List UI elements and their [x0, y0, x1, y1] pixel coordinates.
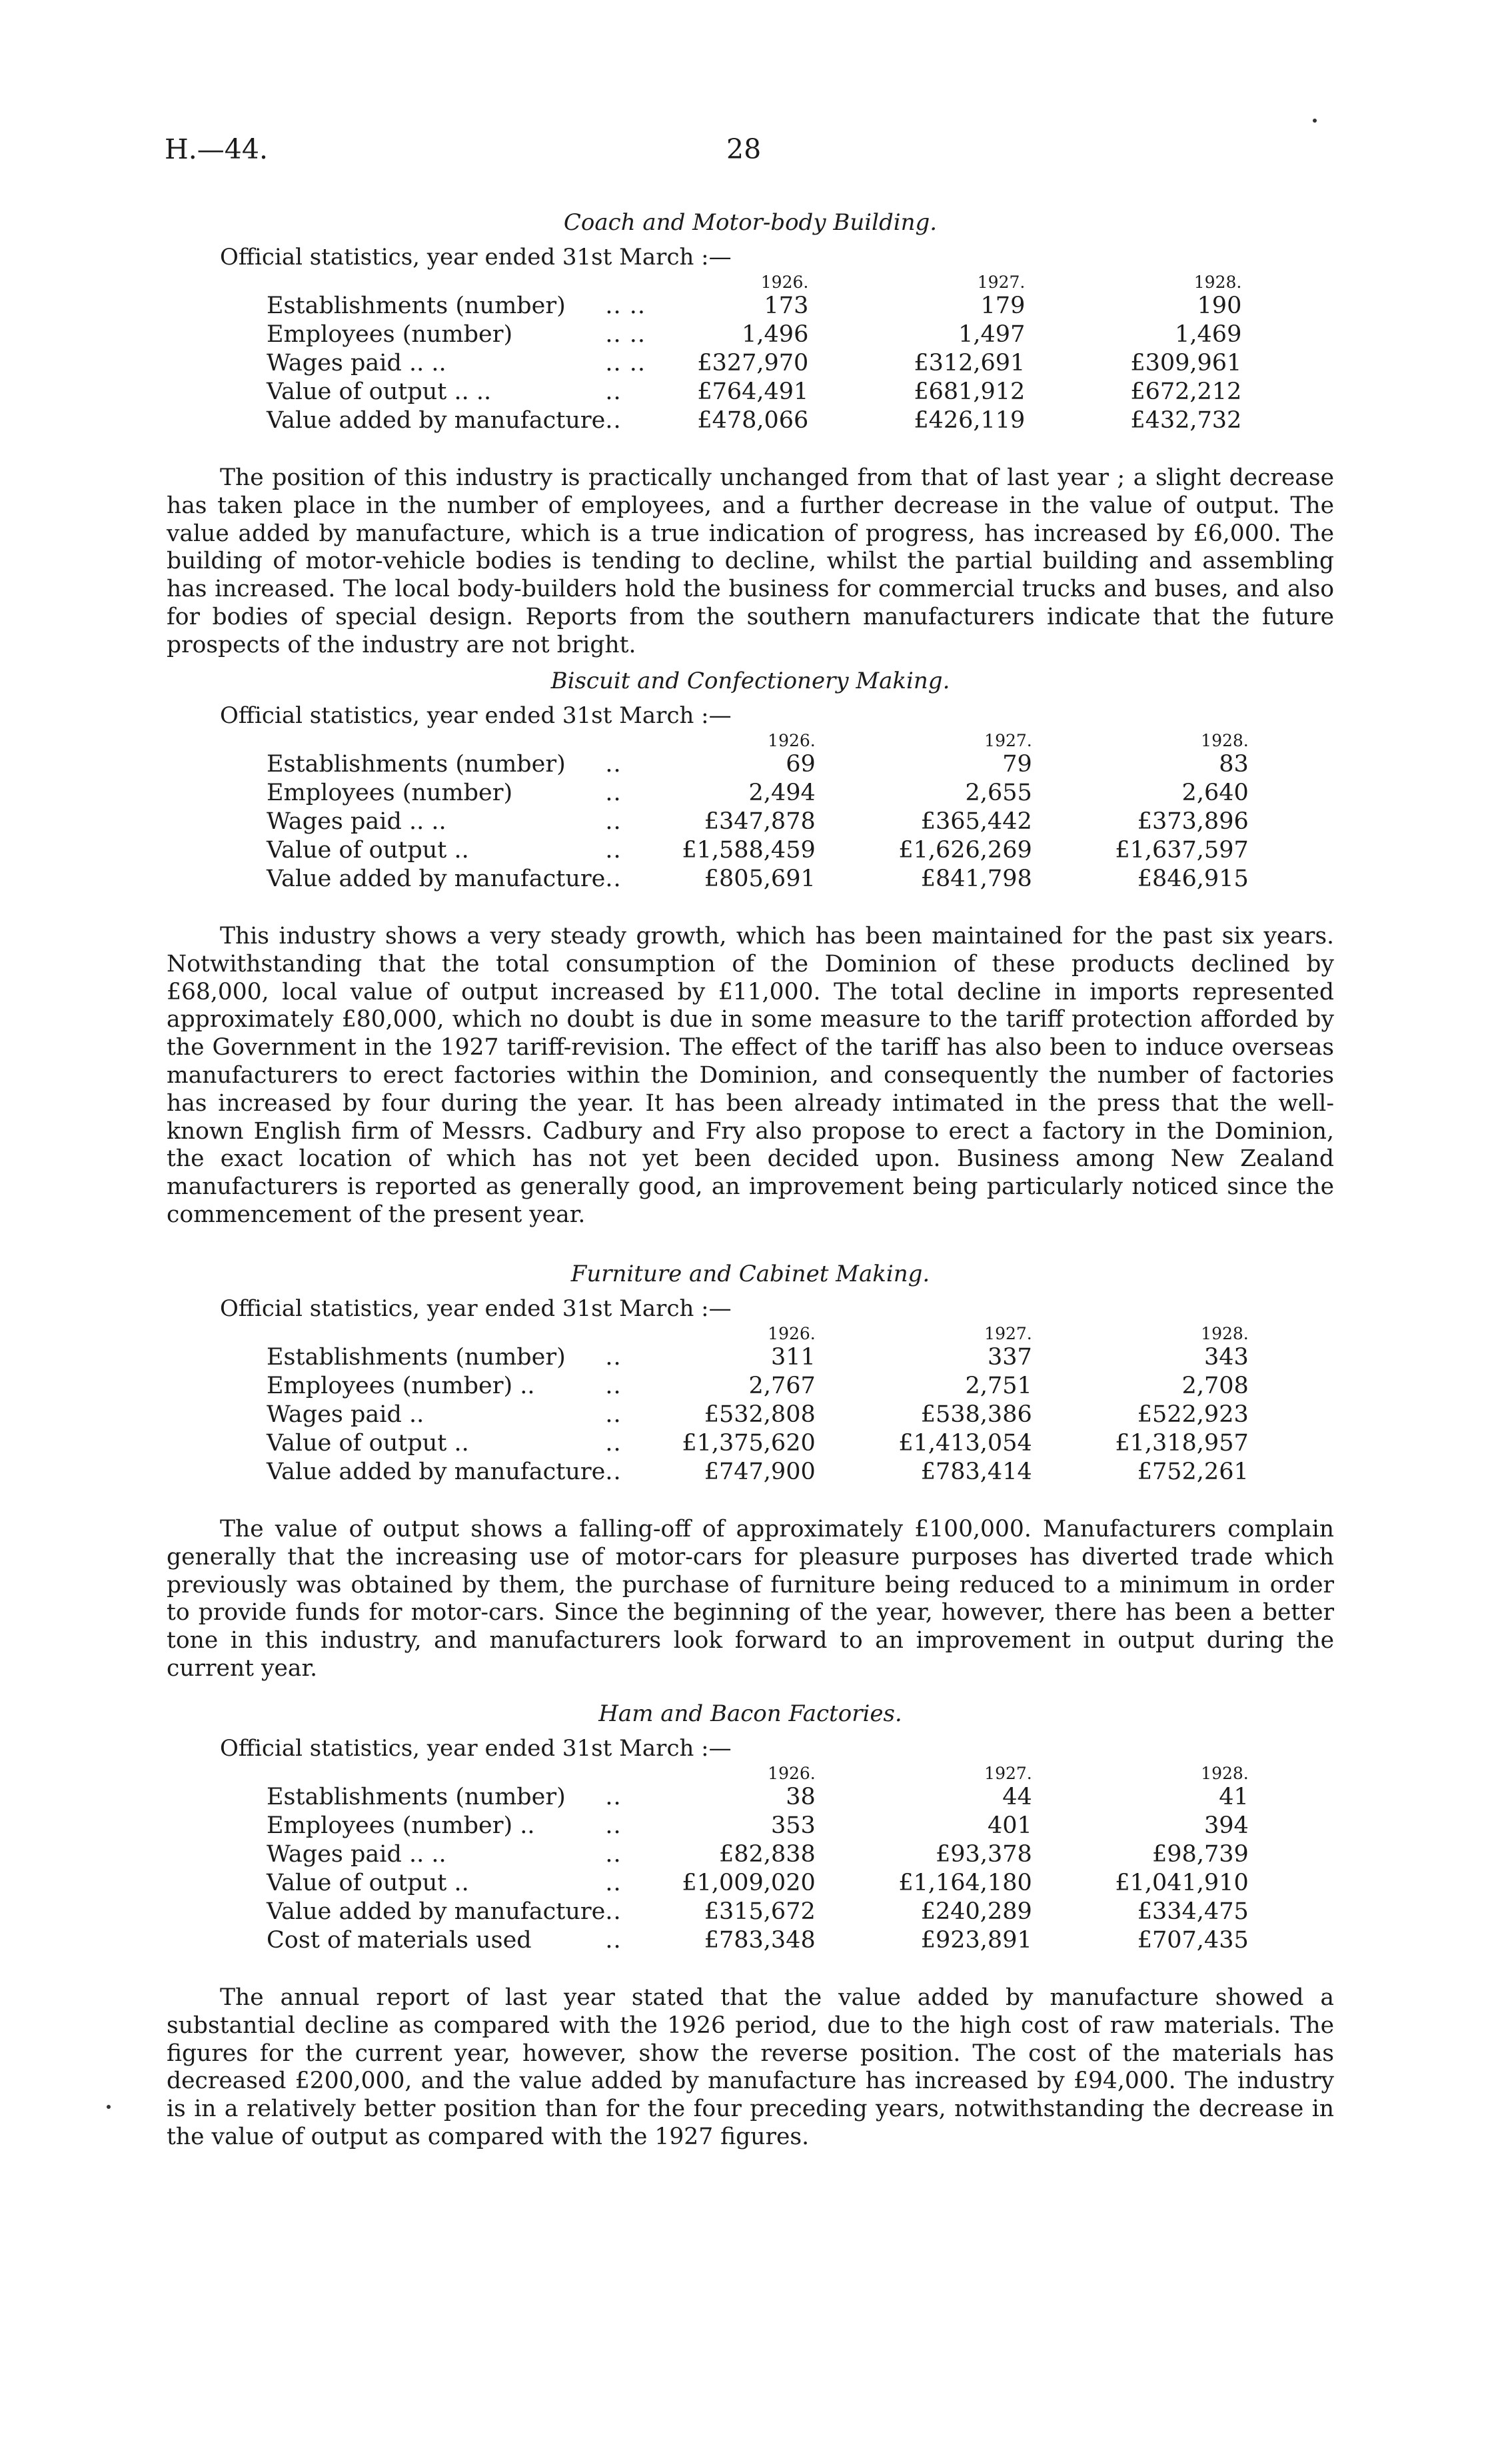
row-label: Value added by manufacture [267, 1898, 606, 1925]
row-leader: .. [605, 1344, 622, 1371]
statistics-table [267, 273, 1241, 435]
value-1926: £315,672 [704, 1898, 816, 1925]
row-leader: .. [605, 1373, 622, 1399]
row-label: Cost of materials used [267, 1927, 532, 1954]
value-1927: 2,655 [965, 780, 1032, 806]
year-header-row [267, 1325, 1249, 1343]
row-leader: .. [605, 808, 622, 835]
row-leader: .. [605, 1459, 622, 1485]
value-1928: £522,923 [1137, 1401, 1249, 1428]
value-1928: 2,708 [1181, 1373, 1249, 1399]
value-1928: 83 [1219, 751, 1249, 778]
section-biscuit-confectionery [167, 666, 1334, 1252]
value-1928: 190 [1197, 293, 1242, 319]
row-leader: .. [605, 780, 622, 806]
value-1926: £327,970 [697, 350, 809, 376]
row-leader: .. [605, 1927, 622, 1954]
row-label: Establishments (number) [267, 293, 566, 319]
value-1928: £707,435 [1137, 1927, 1249, 1954]
table-row [267, 1783, 1249, 1812]
value-1926: £764,491 [697, 378, 809, 405]
table-row [267, 1840, 1249, 1869]
row-leader: .. .. [605, 321, 646, 348]
value-1926: 173 [764, 293, 809, 319]
value-1927: 337 [987, 1344, 1032, 1371]
print-mark [1313, 119, 1317, 123]
value-1927: 179 [980, 293, 1026, 319]
section-paragraph: This industry shows a very steady growth, which has been maintained for the past six years. Notwithstanding that the total consumption of the Dominion of these products declined by £68,000, local value of output increased by £11,000. The total decline in imports represented approximately £80,000, which no doubt is due in some measure to the tariff protection afforded by the Government in the 1927 tariff-revision. The effect of the tariff has also been to induce overseas manufacturers to erect factories within the Dominion, and consequently the number of factories has increased by four during the year. It has been already intimated in the press that the well-known English firm of Messrs. Cadbury and Fry also propose to erect a factory in the Dominion, the exact location of which has not yet been decided upon. Business among New Zealand manufacturers is reported as generally good, an improvement being particularly noticed since the commencement of the present year. [167, 923, 1334, 1228]
table-row [267, 1812, 1249, 1840]
year-header-row [267, 1764, 1249, 1783]
table-row [267, 750, 1249, 779]
value-1926: £82,838 [719, 1841, 816, 1868]
row-leader: .. [605, 1784, 622, 1810]
table-row [267, 1429, 1249, 1458]
year-1927: 1927. [984, 1324, 1032, 1343]
value-1928: £846,915 [1137, 866, 1249, 892]
table-row [267, 836, 1249, 865]
value-1928: 1,469 [1175, 321, 1242, 348]
row-label: Value added by manufacture [267, 407, 606, 434]
year-1926: 1926. [768, 1764, 816, 1783]
value-1926: 2,494 [748, 780, 816, 806]
table-row [267, 292, 1241, 320]
value-1926: 2,767 [748, 1373, 816, 1399]
statistics-intro: Official statistics, year ended 31st March :— [220, 702, 732, 729]
section-furniture-cabinet [167, 1259, 1334, 1706]
row-label: Value of output .. [267, 1430, 469, 1457]
value-1927: £783,414 [920, 1459, 1032, 1485]
table-row [267, 349, 1241, 378]
value-1928: £334,475 [1137, 1898, 1249, 1925]
value-1926: £747,900 [704, 1459, 816, 1485]
section-paragraph: The annual report of last year stated that the value added by manufacture showed a substantial decline as compared with the 1926 period, due to the high cost of raw materials. The figures for the current year, however, show the reverse position. The cost of the materials has decreased £200,000, and the value added by manufacture has increased by £94,000. The industry is in a relatively better position than for the four preceding years, notwithstanding the decrease in the value of output as compared with the 1927 figures. [167, 1984, 1334, 2150]
row-label: Employees (number) [267, 780, 513, 806]
value-1927: £841,798 [920, 866, 1032, 892]
table-row [267, 1401, 1249, 1429]
statistics-intro: Official statistics, year ended 31st March :— [220, 244, 732, 271]
row-leader: .. [605, 837, 622, 864]
year-1926: 1926. [760, 273, 809, 292]
row-label: Wages paid .. .. [267, 808, 446, 835]
value-1928: 343 [1203, 1344, 1249, 1371]
year-1926: 1926. [768, 731, 816, 750]
table-row [267, 1343, 1249, 1372]
row-leader: .. [605, 407, 622, 434]
row-leader: .. [605, 1870, 622, 1896]
year-1927: 1927. [984, 1764, 1032, 1783]
year-1928: 1928. [1193, 273, 1242, 292]
section-title: Biscuit and Confectionery Making. [550, 668, 950, 694]
table-row [267, 1869, 1249, 1898]
value-1928: 2,640 [1181, 780, 1249, 806]
value-1928: £752,261 [1137, 1459, 1249, 1485]
row-leader: .. .. [605, 293, 646, 319]
row-label: Establishments (number) [267, 1784, 566, 1810]
year-1928: 1928. [1201, 1764, 1249, 1783]
table-row [267, 1458, 1249, 1487]
print-mark [107, 2105, 111, 2109]
value-1926: £1,375,620 [682, 1430, 816, 1457]
section-coach-motor-body [167, 208, 1334, 682]
value-1926: 1,496 [742, 321, 809, 348]
table-row [267, 808, 1249, 836]
table-row [267, 865, 1249, 894]
year-1928: 1928. [1201, 1324, 1249, 1343]
value-1926: 38 [786, 1784, 816, 1810]
statistics-table [267, 1764, 1249, 1955]
row-label: Wages paid .. [267, 1401, 424, 1428]
value-1928: £1,637,597 [1115, 837, 1249, 864]
value-1926: £532,808 [704, 1401, 816, 1428]
row-leader: .. [605, 1401, 622, 1428]
statistics-intro: Official statistics, year ended 31st March :— [220, 1735, 732, 1762]
row-label: Value added by manufacture [267, 866, 606, 892]
year-1928: 1928. [1201, 731, 1249, 750]
value-1926: £347,878 [704, 808, 816, 835]
value-1926: £805,691 [704, 866, 816, 892]
row-label: Value of output .. .. [267, 378, 492, 405]
table-row [267, 320, 1241, 349]
value-1928: £672,212 [1130, 378, 1242, 405]
value-1927: £1,164,180 [898, 1870, 1032, 1896]
value-1928: £373,896 [1137, 808, 1249, 835]
row-label: Value of output .. [267, 1870, 469, 1896]
row-leader: .. .. [605, 350, 646, 376]
value-1926: £783,348 [704, 1927, 816, 1954]
row-leader: .. [605, 378, 622, 405]
value-1927: £1,413,054 [898, 1430, 1032, 1457]
row-label: Value added by manufacture [267, 1459, 606, 1485]
year-1927: 1927. [977, 273, 1026, 292]
statistics-intro: Official statistics, year ended 31st March :— [220, 1295, 732, 1322]
row-leader: .. [605, 1841, 622, 1868]
page-number: 28 [726, 133, 762, 165]
row-label: Employees (number) .. [267, 1373, 535, 1399]
value-1928: £98,739 [1152, 1841, 1249, 1868]
value-1926: £1,588,459 [682, 837, 816, 864]
section-ham-bacon [167, 1699, 1334, 2174]
row-label: Value of output .. [267, 837, 469, 864]
value-1928: £309,961 [1130, 350, 1242, 376]
row-leader: .. [605, 866, 622, 892]
value-1928: £432,732 [1130, 407, 1242, 434]
value-1926: 69 [786, 751, 816, 778]
statistics-table [267, 732, 1249, 894]
section-paragraph: The value of output shows a falling-off of approximately £100,000. Manufacturers complain generally that the increasing use of motor-cars for pleasure purposes has diverted trade which previously was obtained by them, the purchase of furniture being reduced to a minimum in order to provide funds for motor-cars. Since the beginning of the year, however, there has been a better tone in this industry, and manufacturers look forward to an improvement in output during the current year. [167, 1516, 1334, 1682]
value-1928: £1,041,910 [1115, 1870, 1249, 1896]
statistics-table [267, 1325, 1249, 1487]
section-title: Ham and Bacon Factories. [598, 1700, 902, 1727]
table-row [267, 1898, 1249, 1926]
year-1926: 1926. [768, 1324, 816, 1343]
row-label: Employees (number) [267, 321, 513, 348]
value-1928: 394 [1203, 1812, 1249, 1839]
value-1928: £1,318,957 [1115, 1430, 1249, 1457]
value-1927: £240,289 [920, 1898, 1032, 1925]
value-1927: £538,386 [920, 1401, 1032, 1428]
row-leader: .. [605, 1812, 622, 1839]
value-1926: £1,009,020 [682, 1870, 816, 1896]
value-1927: £1,626,269 [898, 837, 1032, 864]
value-1926: £478,066 [697, 407, 809, 434]
value-1926: 353 [770, 1812, 816, 1839]
section-title: Coach and Motor-body Building. [563, 209, 938, 236]
value-1928: 41 [1219, 1784, 1249, 1810]
row-leader: .. [605, 1430, 622, 1457]
value-1927: £923,891 [920, 1927, 1032, 1954]
table-row [267, 779, 1249, 808]
year-header-row [267, 273, 1241, 292]
value-1927: £312,691 [914, 350, 1026, 376]
year-header-row [267, 732, 1249, 750]
value-1927: 2,751 [965, 1373, 1032, 1399]
table-row [267, 1372, 1249, 1401]
row-label: Wages paid .. .. [267, 1841, 446, 1868]
table-row [267, 378, 1241, 406]
value-1927: 401 [987, 1812, 1032, 1839]
row-label: Establishments (number) [267, 751, 566, 778]
section-paragraph: The position of this industry is practically unchanged from that of last year ; a slight decrease has taken place in the number of employees, and a further decrease in the value of output. The value added by manufacture, which is a true indication of progress, has increased by £6,000. The building of motor-vehicle bodies is tending to decline, whilst the partial building and assembling has increased. The local body-builders hold the business for commercial trucks and buses, and also for bodies of special design. Reports from the southern manufacturers indicate that the future prospects of the industry are not bright. [167, 464, 1334, 658]
row-label: Wages paid .. .. [267, 350, 446, 376]
row-label: Employees (number) .. [267, 1812, 535, 1839]
row-label: Establishments (number) [267, 1344, 566, 1371]
value-1927: 79 [1002, 751, 1032, 778]
table-row [267, 1926, 1249, 1955]
row-leader: .. [605, 751, 622, 778]
value-1926: 311 [770, 1344, 816, 1371]
value-1927: 44 [1002, 1784, 1032, 1810]
value-1927: £365,442 [920, 808, 1032, 835]
row-leader: .. [605, 1898, 622, 1925]
document-reference: H.—44. [165, 133, 268, 165]
table-row [267, 406, 1241, 435]
year-1927: 1927. [984, 731, 1032, 750]
value-1927: £93,378 [936, 1841, 1032, 1868]
section-title: Furniture and Cabinet Making. [570, 1261, 930, 1287]
value-1927: £426,119 [914, 407, 1026, 434]
value-1927: £681,912 [914, 378, 1026, 405]
value-1927: 1,497 [958, 321, 1026, 348]
